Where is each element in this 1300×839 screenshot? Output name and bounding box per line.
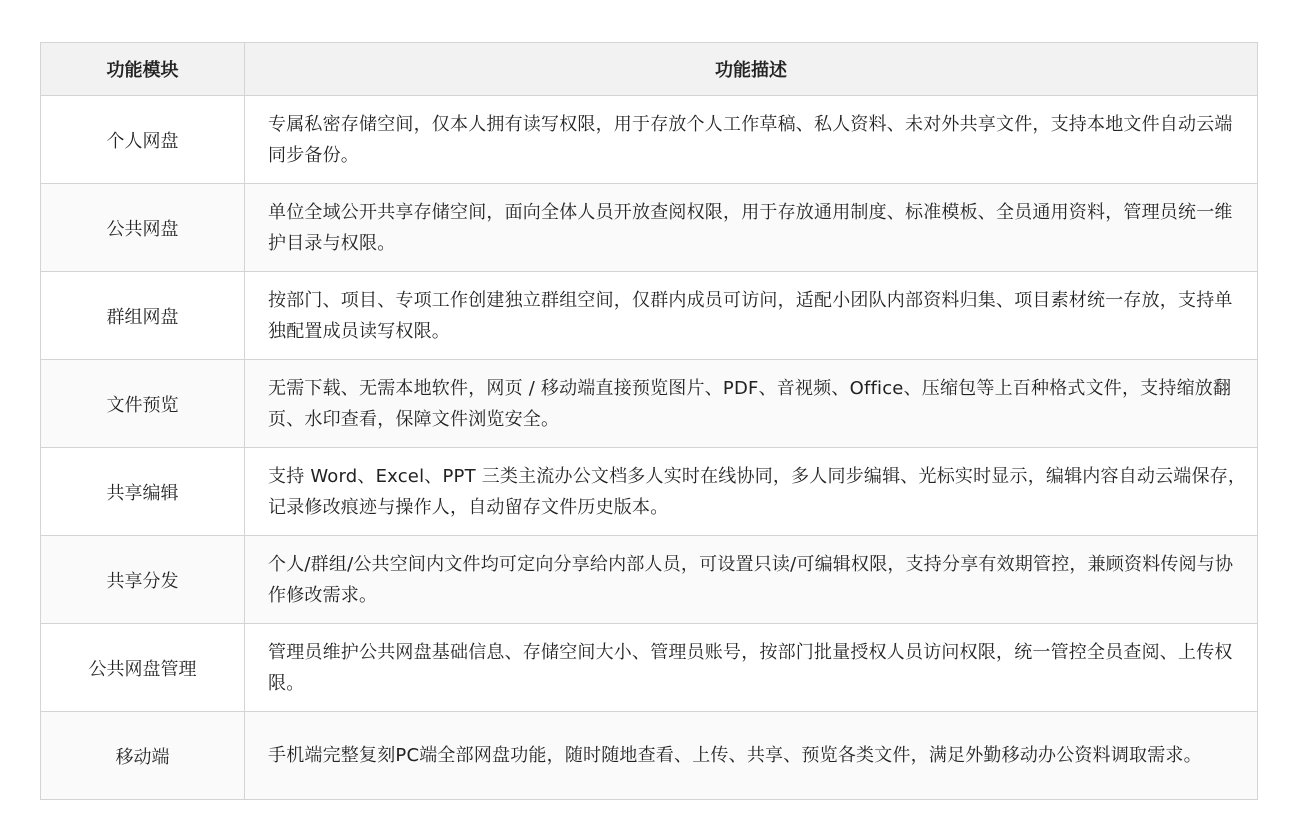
row-module: 共享编辑 xyxy=(41,448,245,536)
row-module: 群组网盘 xyxy=(41,272,245,360)
table-row xyxy=(41,184,1258,272)
table-row xyxy=(41,536,1258,624)
row-module: 公共网盘 xyxy=(41,184,245,272)
row-module: 共享分发 xyxy=(41,536,245,624)
feature-table-container xyxy=(40,42,1257,800)
row-description: 管理员维护公共网盘基础信息、存储空间大小、管理员账号，按部门批量授权人员访问权限，统一管控全员查阅、上传权限。 xyxy=(245,624,1258,712)
row-description: 按部门、项目、专项工作创建独立群组空间，仅群内成员可访问，适配小团队内部资料归集、项目素材统一存放，支持单独配置成员读写权限。 xyxy=(245,272,1258,360)
header-module: 功能模块 xyxy=(41,43,245,96)
row-module: 文件预览 xyxy=(41,360,245,448)
row-description: 无需下载、无需本地软件，网页 / 移动端直接预览图片、PDF、音视频、Office、压缩包等上百种格式文件，支持缩放翻页、水印查看，保障文件浏览安全。 xyxy=(245,360,1258,448)
table-row xyxy=(41,272,1258,360)
row-description: 个人/群组/公共空间内文件均可定向分享给内部人员，可设置只读/可编辑权限，支持分享有效期管控，兼顾资料传阅与协作修改需求。 xyxy=(245,536,1258,624)
row-module: 个人网盘 xyxy=(41,96,245,184)
table-row xyxy=(41,712,1258,800)
row-description: 单位全域公开共享存储空间，面向全体人员开放查阅权限，用于存放通用制度、标准模板、全员通用资料，管理员统一维护目录与权限。 xyxy=(245,184,1258,272)
row-description: 支持 Word、Excel、PPT 三类主流办公文档多人实时在线协同，多人同步编辑、光标实时显示，编辑内容自动云端保存，记录修改痕迹与操作人，自动留存文件历史版本。 xyxy=(245,448,1258,536)
feature-table xyxy=(40,42,1258,800)
table-row xyxy=(41,360,1258,448)
row-module: 移动端 xyxy=(41,712,245,800)
row-description: 专属私密存储空间，仅本人拥有读写权限，用于存放个人工作草稿、私人资料、未对外共享文件，支持本地文件自动云端同步备份。 xyxy=(245,96,1258,184)
table-row xyxy=(41,624,1258,712)
table-row xyxy=(41,448,1258,536)
header-description: 功能描述 xyxy=(245,43,1258,96)
row-description: 手机端完整复刻PC端全部网盘功能，随时随地查看、上传、共享、预览各类文件，满足外勤移动办公资料调取需求。 xyxy=(245,712,1258,800)
table-row xyxy=(41,96,1258,184)
table-header-row xyxy=(41,43,1258,96)
row-module: 公共网盘管理 xyxy=(41,624,245,712)
